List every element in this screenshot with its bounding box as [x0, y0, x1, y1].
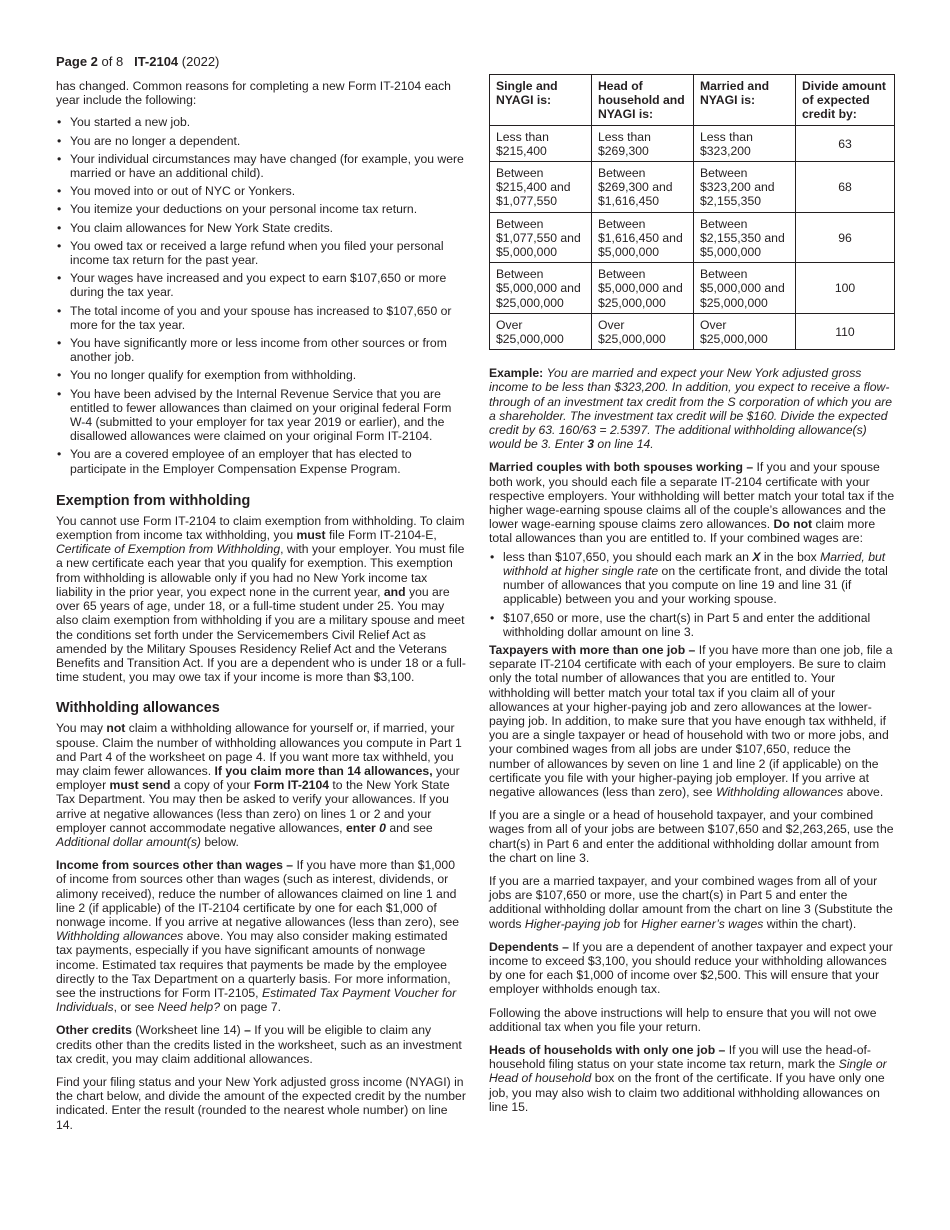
- form-year: (2022): [181, 54, 220, 69]
- table-cell: Between $1,077,550 and $5,000,000: [490, 212, 592, 263]
- table-row: [490, 313, 895, 349]
- withholding-heading: Withholding allowances: [56, 700, 220, 717]
- following-paragraph: Following the above instructions will help to ensure that you will not owe additional tax when you file your return.: [489, 1005, 877, 1034]
- table-cell: Between $5,000,000 and $25,000,000: [592, 263, 694, 314]
- list-item: • less than $107,650, you should each mark an X in the box Married, but withhold at higher single rate on the certificate front, and divide the total number of allowances that you compute on line 19 and line 31 (if applicable) between you and your working spouse.: [489, 550, 895, 607]
- table-cell: 63: [796, 125, 895, 161]
- list-item: • Your individual circumstances may have changed (for example, you were married or have an additional child).: [56, 152, 466, 180]
- table-row: [490, 263, 895, 314]
- table-header: Divide amount of expected credit by:: [796, 75, 895, 126]
- married-taxpayer-paragraph: If you are a married taxpayer, and your combined wages from all of your jobs are $107,650 or more, use the chart(s) in Part 5 and enter the additional withholding dollar amount from the chart on line 3 (Substitute the words Higher-paying job for Higher earner’s wages within the chart).: [489, 873, 893, 931]
- table-cell: Less than $323,200: [694, 125, 796, 161]
- list-item: • You itemize your deductions on your personal income tax return.: [56, 202, 466, 216]
- taxpayers-paragraph: Taxpayers with more than one job – If you have more than one job, file a separate IT-2104 certificate with each of your employers. Be sure to claim only the total number of allowances that you are entitled to. Your withholding will better match your total tax if you claim all of your allowances at your higher-paying job and zero allowances at the lower-paying job. In addition, to make sure that you have enough tax withheld, if you are a single taxpayer or head of household with two or more jobs, and your combined wages from all jobs are under $107,650, reduce the number of allowances by seven on line 1 and line 2 (if applicable) on the certificate you file with your higher-paying job employer. If you arrive at negative allowances (less than zero), see Withholding allowances above.: [489, 642, 893, 799]
- table-cell: 68: [796, 162, 895, 213]
- table-cell: Over $25,000,000: [694, 313, 796, 349]
- table-row: [490, 125, 895, 161]
- table-cell: 100: [796, 263, 895, 314]
- list-item: • You have been advised by the Internal Revenue Service that you are entitled to fewer allowances than claimed on your original federal Form W-4 (submitted to your employer for tax year 2019 or earlier), and the disallowed allowances were claimed on your original Form IT-2104.: [56, 387, 466, 444]
- table-header: Single and NYAGI is:: [490, 75, 592, 126]
- table-cell: Between $1,616,450 and $5,000,000: [592, 212, 694, 263]
- right-column: [489, 74, 895, 1123]
- page-header: [56, 54, 219, 69]
- married-couples-paragraph: Married couples with both spouses working – If you and your spouse both work, you should each file a separate IT-2104 certificate with your respective employers. Your withholding will better match your total tax if the higher wage-earning spouse claims all of the couple’s allowances and the lower wage-earning spouse claims zero allowances. Do not claim more total allowances than you are entitled to. If your combined wages are:: [489, 460, 895, 546]
- dependents-paragraph: Dependents – If you are a dependent of another taxpayer and expect your income to exceed $3,100, you should reduce your withholding allowances by one for each $1,000 of income over $2,500. This will ensure that your employer withholds enough tax.: [489, 939, 893, 997]
- table-cell: Less than $269,300: [592, 125, 694, 161]
- list-item: • $107,650 or more, use the chart(s) in Part 5 and enter the additional withholding dollar amount on line 3.: [489, 611, 895, 639]
- reasons-list: [56, 115, 466, 475]
- table-header: Head of household and NYAGI is:: [592, 75, 694, 126]
- heads-paragraph: Heads of households with only one job – If you will use the head-of-household filing status on your state income tax return, mark the Single or Head of household box on the front of the certificate. If you have only one job, you may also wish to claim two additional withholding allowances on line 15.: [489, 1042, 887, 1114]
- married-list: [489, 550, 895, 639]
- list-item: • You are no longer a dependent.: [56, 134, 466, 148]
- exemption-paragraph: You cannot use Form IT-2104 to claim exemption from withholding. To claim exemption from income tax withholding, you must file Form IT-2104-E, Certificate of Exemption from Withholding, with your employer. You must file a new certificate each year that you qualify for exemption. This exemption from withholding is allowable only if you had no New York income tax liability in the prior year, you expect none in the current year, and you are over 65 years of age, under 18, or a full-time student under 25. You may also claim exemption from withholding if you are a military spouse and meet the conditions set forth under the Servicemembers Civil Relief Act as amended by the Military Spouses Residency Relief Act and the Veterans Benefits and Transition Act. If you are a dependent who is under 18 or a full-time student, you may owe tax if your income is more than $3,100.: [56, 513, 466, 685]
- page-of: of 8: [101, 54, 124, 69]
- left-column: [56, 79, 466, 1141]
- find-paragraph: Find your filing status and your New York adjusted gross income (NYAGI) in the chart below, and divide the amount of the expected credit by the number indicated. Enter the result (rounded to the nearest whole number) on line 14.: [56, 1074, 466, 1132]
- example-paragraph: Example: You are married and expect your New York adjusted gross income to be less than $323,200. In addition, you expect to receive a flow-through of an investment tax credit from the S corporation of which you are a shareholder. The investment tax credit will be $160. Divide the expected credit by 63. 160/63 = 2.5397. The additional withholding allowance(s) would be 3. Enter 3 on line 14.: [489, 366, 893, 452]
- table-cell: Between $5,000,000 and $25,000,000: [490, 263, 592, 314]
- table-cell: Between $2,155,350 and $5,000,000: [694, 212, 796, 263]
- table-row: [490, 212, 895, 263]
- table-header-row: [490, 75, 895, 126]
- list-item: • You moved into or out of NYC or Yonkers.: [56, 184, 466, 198]
- list-item: • You no longer qualify for exemption from withholding.: [56, 368, 466, 382]
- other-credits-paragraph: Other credits (Worksheet line 14) – If you will be eligible to claim any credits other than the credits listed in the worksheet, such as an investment tax credit, you may claim additional allowances.: [56, 1023, 462, 1066]
- table-cell: Over $25,000,000: [592, 313, 694, 349]
- single-hoh-paragraph: If you are a single or a head of household taxpayer, and your combined wages from all of your jobs are between $107,650 and $2,263,265, use the chart(s) in Part 6 and enter the additional withholding dollar amount from the chart on line 3.: [489, 808, 894, 865]
- table-cell: Between $5,000,000 and $25,000,000: [694, 263, 796, 314]
- table-cell: 110: [796, 313, 895, 349]
- list-item: • You claim allowances for New York State credits.: [56, 221, 466, 235]
- form-name: IT-2104: [134, 54, 179, 69]
- table-cell: Between $323,200 and $2,155,350: [694, 162, 796, 213]
- list-item: • You have significantly more or less income from other sources or from another job.: [56, 336, 466, 364]
- list-item: • Your wages have increased and you expect to earn $107,650 or more during the tax year.: [56, 271, 466, 299]
- list-item: • You started a new job.: [56, 115, 466, 129]
- table-cell: Less than $215,400: [490, 125, 592, 161]
- table-row: [490, 162, 895, 213]
- table-cell: 96: [796, 212, 895, 263]
- table-cell: Over $25,000,000: [490, 313, 592, 349]
- table-cell: Between $215,400 and $1,077,550: [490, 162, 592, 213]
- other-sources-paragraph: Income from sources other than wages – If you have more than $1,000 of income from sources other than wages (such as interest, dividends, or alimony received), reduce the number of allowances claimed on line 1 and line 2 (if applicable) of the IT-2104 certificate by one for each $1,000 of nonwage income. If you arrive at negative allowances (less than zero), see Withholding allowances above. You may also consider making estimated tax payments, especially if you have significant amounts of nonwage income. Estimated tax requires that payments be made by the employee directly to the Tax Department on a quarterly basis. For more information, see the instructions for Form IT-2105, Estimated Tax Payment Voucher for Individuals, or see Need help? on page 7.: [56, 858, 460, 1015]
- list-item: • You are a covered employee of an employer that has elected to participate in the Employer Compensation Expense Program.: [56, 447, 466, 475]
- table-cell: Between $269,300 and $1,616,450: [592, 162, 694, 213]
- list-item: • The total income of you and your spouse has increased to $107,650 or more for the tax year.: [56, 304, 466, 332]
- page-number: Page 2: [56, 54, 98, 69]
- exemption-heading: Exemption from withholding: [56, 492, 251, 509]
- table-header: Married and NYAGI is:: [694, 75, 796, 126]
- credit-divisor-table: [489, 74, 895, 350]
- withholding-paragraph: You may not claim a withholding allowance for yourself or, if married, your spouse. Claim the number of withholding allowances you compute in Part 1 and Part 4 of the worksheet on page 4. If you want more tax withheld, you may claim fewer allowances. If you claim more than 14 allowances, your employer must send a copy of your Form IT-2104 to the New York State Tax Department. You may then be asked to verify your allowances. If you arrive at negative allowances (less than zero) on lines 1 or 2 and your employer cannot accommodate negative allowances, enter 0 and see Additional dollar amount(s) below.: [56, 721, 462, 849]
- intro-paragraph: has changed. Common reasons for completing a new Form IT-2104 each year include the following:: [56, 79, 451, 108]
- list-item: • You owed tax or received a large refund when you filed your personal income tax return for the past year.: [56, 239, 466, 267]
